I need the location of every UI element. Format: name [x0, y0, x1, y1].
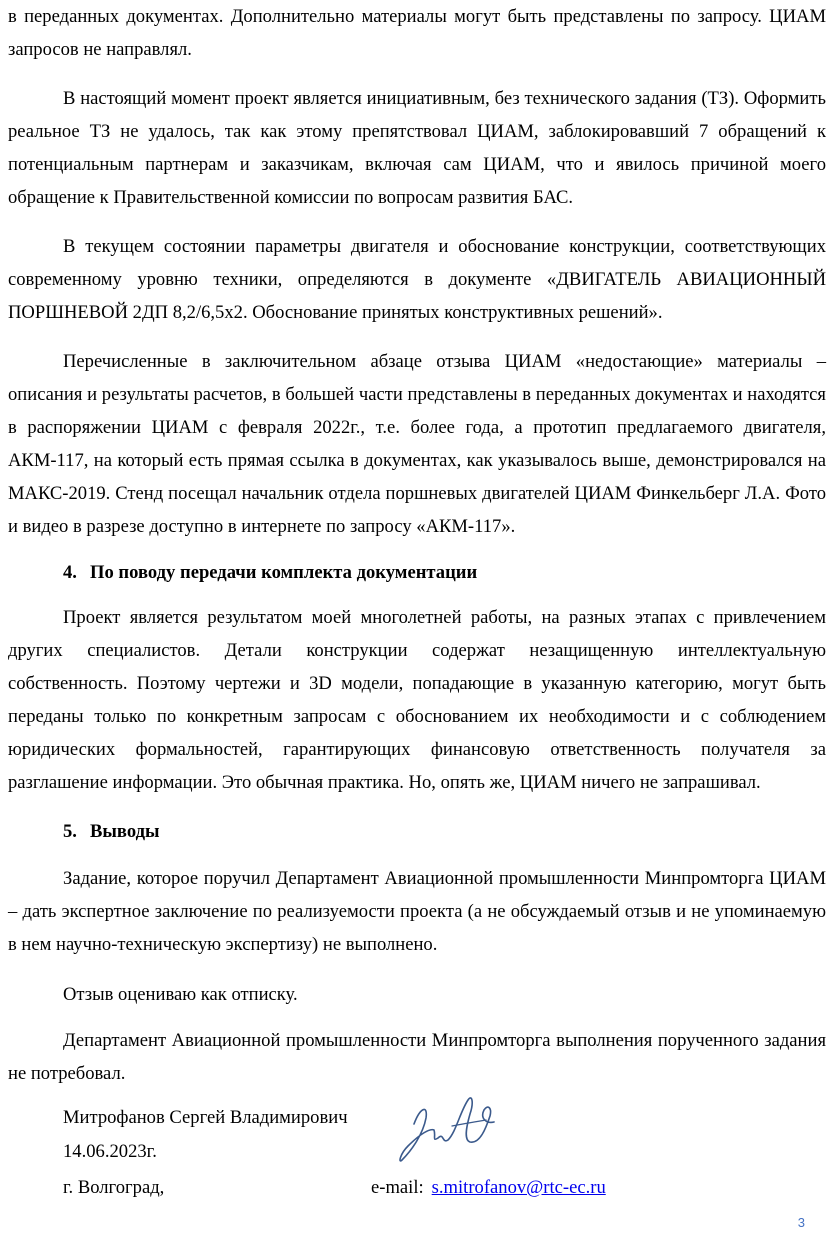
email-label: e-mail:	[371, 1177, 424, 1198]
document-date: 14.06.2023г.	[63, 1141, 157, 1162]
email-link[interactable]: s.mitrofanov@rtc-ec.ru	[431, 1177, 606, 1198]
paragraph-task-not-done: Задание, которое поручил Департамент Авиационной промышленности Минпромторга ЦИАМ – дать экспертное заключение по реализуемости проекта (а не обсуждаемый отзыв и не упоминаемую в нем научно-техническую экспертизу) не выполнено.	[8, 868, 826, 955]
paragraph-continuation: в переданных документах. Дополнительно материалы могут быть представлены по запросу. ЦИАМ запросов не направлял.	[8, 6, 826, 60]
heading-text: По поводу передачи комплекта документации	[90, 562, 478, 583]
author-city: г. Волгоград,	[63, 1177, 165, 1198]
paragraph-engine-parameters: В текущем состоянии параметры двигателя и обоснование конструкции, соответствующих современному уровню техники, определяются в документе «ДВИГАТЕЛЬ АВИАЦИОННЫЙ ПОРШНЕВОЙ 2ДП 8,2/6,5x2. Обоснование принятых конструктивных решений».	[8, 236, 826, 323]
heading-number: 4.	[63, 562, 77, 583]
paragraph-department-note: Департамент Авиационной промышленности Минпромторга выполнения порученного задания не потребовал.	[8, 1030, 826, 1084]
heading-documentation-transfer	[63, 556, 477, 589]
paragraph-missing-materials: Перечисленные в заключительном абзаце отзыва ЦИАМ «недостающие» материалы – описания и результаты расчетов, в большей части представлены в переданных документах и находятся в распоряжении ЦИАМ с февраля 2022г., т.е. более года, а прототип предлагаемого двигателя, АКМ-117, на который есть прямая ссылка в документах, как указывалось выше, демонстрировался на МАКС-2019. Стенд посещал начальник отдела поршневых двигателей ЦИАМ Финкельберг Л.А. Фото и видео в разрезе доступно в интернете по запросу «АКМ-117».	[8, 351, 826, 537]
page-number: 3	[797, 1215, 805, 1230]
heading-text: Выводы	[90, 821, 160, 842]
heading-conclusions	[63, 815, 160, 848]
paragraph-intellectual-property: Проект является результатом моей многолетней работы, на разных этапах с привлечением других специалистов. Детали конструкции содержат незащищенную интеллектуальную собственность. Поэтому чертежи и 3D модели, попадающие в указанную категорию, могут быть переданы только по конкретным запросам с обоснованием их необходимости и с соблюдением юридических формальностей, гарантирующих финансовую ответственность получателя за разглашение информации. Это обычная практика. Но, опять же, ЦИАМ ничего не запрашивал.	[8, 607, 826, 793]
paragraph-review-assessment: Отзыв оцениваю как отписку.	[63, 984, 298, 1005]
email-line	[371, 1171, 606, 1204]
handwritten-signature	[390, 1088, 500, 1166]
heading-number: 5.	[63, 821, 77, 842]
author-name: Митрофанов Сергей Владимирович	[63, 1107, 348, 1128]
paragraph-project-status: В настоящий момент проект является инициативным, без технического задания (ТЗ). Оформить реальное ТЗ не удалось, так как этому препятствовал ЦИАМ, заблокировавший 7 обращений к потенциальным партнерам и заказчикам, включая сам ЦИАМ, что и явилось причиной моего обращение к Правительственной комиссии по вопросам развития БАС.	[8, 88, 826, 208]
